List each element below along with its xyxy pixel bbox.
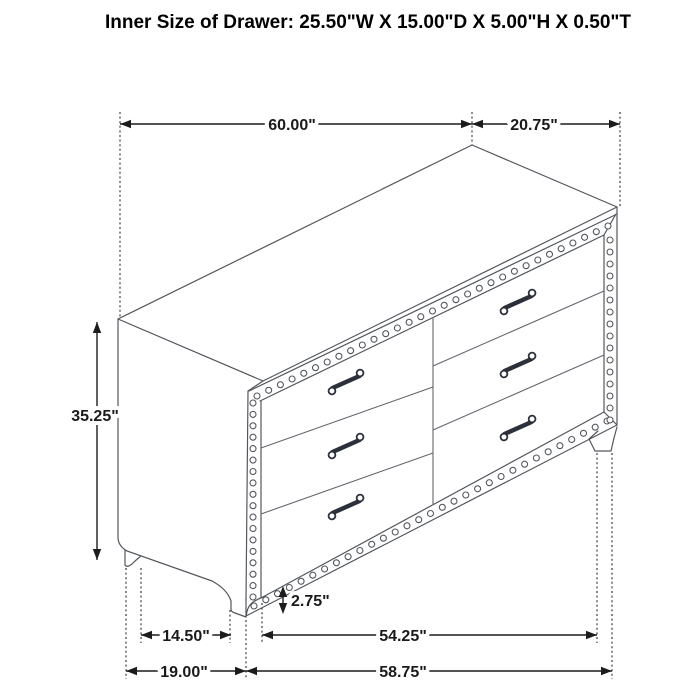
nailhead-icon: [581, 430, 587, 436]
nailhead-icon: [250, 537, 256, 543]
nailhead-icon: [475, 486, 481, 492]
nailhead-icon: [250, 446, 256, 452]
nailhead-icon: [404, 523, 410, 529]
nailhead-icon: [545, 449, 551, 455]
dimension-leg-height: [279, 586, 330, 614]
nailhead-icon: [263, 597, 269, 603]
nailhead-icon: [251, 603, 257, 609]
nailhead-icon: [607, 273, 613, 279]
drawer-separator: [261, 387, 433, 448]
nailhead-icon: [359, 342, 365, 348]
drawer-handle: [325, 433, 366, 460]
nailhead-icon: [607, 381, 613, 387]
nailhead-icon: [569, 437, 575, 443]
nailhead-icon: [607, 357, 613, 363]
nailhead-icon: [500, 274, 506, 280]
nailhead-icon: [250, 480, 256, 486]
nailhead-icon: [250, 469, 256, 475]
nailhead-icon: [394, 325, 400, 331]
nailhead-icon: [250, 548, 256, 554]
nailhead-icon: [522, 461, 528, 467]
nailhead-icon: [607, 405, 613, 411]
dim-label-leg-height: 2.75": [291, 593, 330, 610]
nailhead-icon: [250, 503, 256, 509]
nailhead-icon: [453, 297, 459, 303]
nailhead-icon: [451, 498, 457, 504]
nailhead-icon: [310, 572, 316, 578]
nailhead-icon: [357, 548, 363, 554]
dim-label-overall-height: 35.25": [71, 408, 119, 425]
dresser-top-face: [118, 145, 617, 381]
nailhead-icon: [333, 560, 339, 566]
nailhead-icon: [558, 246, 564, 252]
nailhead-icon: [266, 387, 272, 393]
nailhead-icon: [416, 517, 422, 523]
dimension-front-leg-spacing: [262, 628, 597, 645]
nailhead-icon: [250, 411, 256, 417]
nailhead-icon: [607, 249, 613, 255]
nailhead-icon: [607, 333, 613, 339]
drawer-handle: [497, 289, 538, 316]
nailhead-icon: [336, 353, 342, 359]
dimension-overall-height: [71, 322, 119, 560]
nailhead-icon: [430, 308, 436, 314]
nailhead-icon: [250, 526, 256, 532]
nailhead-icon: [607, 345, 613, 351]
nailhead-icon: [250, 560, 256, 566]
nailhead-icon: [250, 423, 256, 429]
nailhead-icon: [250, 434, 256, 440]
dimension-top-depth: [472, 117, 620, 134]
dresser-drawing: [118, 145, 617, 617]
nailhead-icon: [301, 370, 307, 376]
nailhead-icon: [298, 578, 304, 584]
drawer-handle: [325, 494, 366, 521]
nailhead-icon: [547, 251, 553, 257]
nailhead-icon: [476, 285, 482, 291]
nailhead-icon: [607, 285, 613, 291]
dim-label-top-width: 60.00": [268, 117, 316, 134]
nailhead-icon: [369, 541, 375, 547]
nailhead-icon: [418, 314, 424, 320]
nailhead-icon: [465, 291, 471, 297]
nailhead-icon: [324, 359, 330, 365]
nailhead-icon: [371, 336, 377, 342]
nailhead-icon: [510, 467, 516, 473]
nailhead-icon: [250, 594, 256, 600]
nailhead-icon: [535, 257, 541, 263]
nailhead-icon: [392, 529, 398, 535]
drawer-handle: [497, 415, 538, 442]
nailhead-icon: [557, 443, 563, 449]
nailhead-icon: [441, 302, 447, 308]
nailhead-icon: [277, 382, 283, 388]
nailhead-icon: [383, 331, 389, 337]
nailhead-icon: [511, 268, 517, 274]
nailhead-icon: [345, 554, 351, 560]
nailhead-icon: [593, 229, 599, 235]
nailhead-icon: [322, 566, 328, 572]
nailhead-icon: [250, 491, 256, 497]
nailhead-icon: [570, 240, 576, 246]
drawer-handle: [325, 369, 366, 396]
dimension-side-leg-spacing: [141, 628, 231, 645]
nailhead-icon: [582, 234, 588, 240]
nailhead-icon: [439, 504, 445, 510]
nailhead-icon: [523, 263, 529, 269]
nailhead-icon: [486, 480, 492, 486]
dim-label-top-depth: 20.75": [510, 117, 558, 134]
dimension-front-floor-width: [246, 664, 612, 681]
nailhead-icon: [488, 280, 494, 286]
dresser-legs: [125, 427, 617, 617]
nailhead-icon: [250, 583, 256, 589]
dim-label-side-floor-depth: 19.00": [160, 664, 208, 681]
nailhead-icon: [607, 369, 613, 375]
nailhead-icon: [250, 571, 256, 577]
page-title: Inner Size of Drawer: 25.50"W X 15.00"D X 5.00"H X 0.50"T: [104, 12, 632, 33]
dim-label-side-leg-spacing: 14.50": [162, 628, 210, 645]
nailhead-icon: [498, 474, 504, 480]
nailhead-icon: [607, 321, 613, 327]
nailhead-icon: [254, 393, 260, 399]
nailhead-icon: [250, 457, 256, 463]
dim-label-front-floor-width: 58.75": [379, 664, 427, 681]
nailhead-icon: [605, 223, 611, 229]
dimension-side-floor-depth: [126, 664, 246, 681]
nailhead-icon: [289, 376, 295, 382]
nailhead-icon: [348, 348, 354, 354]
nailhead-icon: [607, 237, 613, 243]
nailhead-icon: [533, 455, 539, 461]
nailhead-icon: [428, 511, 434, 517]
nailhead-icon: [250, 400, 256, 406]
drawer-handle: [497, 352, 538, 379]
nailhead-icon: [380, 535, 386, 541]
nailhead-icon: [286, 585, 292, 591]
nailhead-icon: [607, 297, 613, 303]
nailhead-icon: [250, 514, 256, 520]
dimension-top-width: [120, 117, 472, 134]
nailhead-icon: [592, 424, 598, 430]
nailhead-icon: [463, 492, 469, 498]
nailhead-icon: [313, 365, 319, 371]
nailhead-icon: [607, 261, 613, 267]
nailhead-icon: [607, 393, 613, 399]
nailhead-icon: [607, 417, 613, 423]
nailhead-icon: [607, 309, 613, 315]
nailhead-icon: [406, 319, 412, 325]
dim-label-front-leg-spacing: 54.25": [379, 628, 427, 645]
